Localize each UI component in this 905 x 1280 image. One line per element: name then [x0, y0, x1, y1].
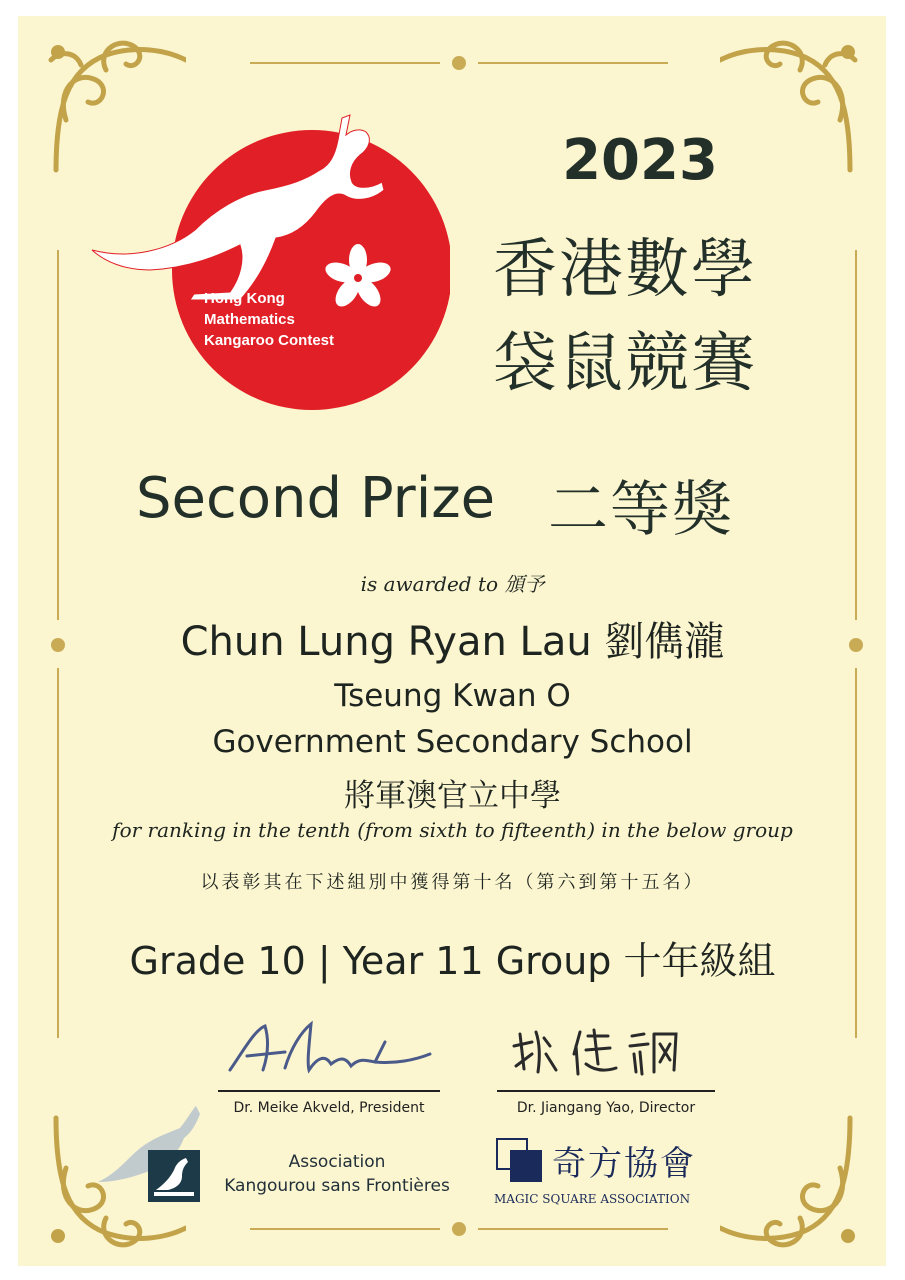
top-border-right: [478, 62, 668, 64]
magic-square-logo-icon: [496, 1138, 544, 1184]
title-chinese-line-2: 袋鼠競賽: [493, 327, 757, 401]
awarded-to-text: is awarded to 頒予: [360, 572, 545, 596]
bottom-ornament-dot: [452, 1222, 466, 1236]
group-label: Grade 10 | Year 11 Group 十年級組: [129, 939, 776, 983]
org-right-english: MAGIC SQUARE ASSOCIATION: [494, 1192, 691, 1206]
bottom-border-right: [478, 1228, 668, 1230]
signature-yao-icon: [510, 1024, 690, 1080]
right-border-top: [855, 250, 857, 620]
title-chinese-line-1: 香港數學: [493, 233, 757, 307]
org-right-chinese: 奇方協會: [552, 1144, 696, 1184]
signature-title-right: Dr. Jiangang Yao, Director: [516, 1100, 696, 1116]
logo-line-2: Mathematics: [204, 311, 295, 328]
org-left-line-1: Association: [288, 1152, 386, 1172]
org-left-name: [212, 1150, 462, 1198]
recipient-name: Chun Lung Ryan Lau 劉儁瀧: [180, 619, 725, 665]
corner-ornament-bottom-right-icon: [720, 1108, 870, 1258]
top-border-left: [250, 62, 440, 64]
bottom-border-left: [250, 1228, 440, 1230]
logo-line-1: Hong Kong: [204, 290, 285, 307]
red-circle-emblem: [90, 110, 450, 420]
signature-line-right: [497, 1090, 715, 1092]
kangourou-logo-icon: [148, 1150, 200, 1202]
school-line-1: Tseung Kwan O: [334, 678, 571, 714]
logo-line-3: Kangaroo Contest: [204, 332, 335, 349]
contest-year: 2023: [562, 128, 718, 193]
school-chinese: 將軍澳官立中學: [344, 778, 561, 814]
ranking-chinese: 以表彰其在下述組別中獲得第十名（第六到第十五名）: [200, 872, 705, 893]
prize-chinese: 二等獎: [548, 475, 734, 545]
school-line-2: Government Secondary School: [212, 724, 693, 760]
org-left-line-2: Kangourou sans Frontières: [224, 1176, 450, 1196]
prize-english: Second Prize: [136, 466, 496, 531]
signature-line-left: [218, 1090, 440, 1092]
signature-akveld-icon: [225, 1018, 435, 1080]
top-ornament-dot: [452, 56, 466, 70]
left-border-top: [57, 250, 59, 620]
ranking-english: for ranking in the tenth (from sixth to fifteenth) in the below group: [112, 818, 793, 842]
logo-text: [204, 288, 404, 351]
corner-ornament-top-right-icon: [720, 30, 870, 180]
contest-logo: [90, 110, 450, 420]
signature-title-left: Dr. Meike Akveld, President: [233, 1100, 425, 1116]
